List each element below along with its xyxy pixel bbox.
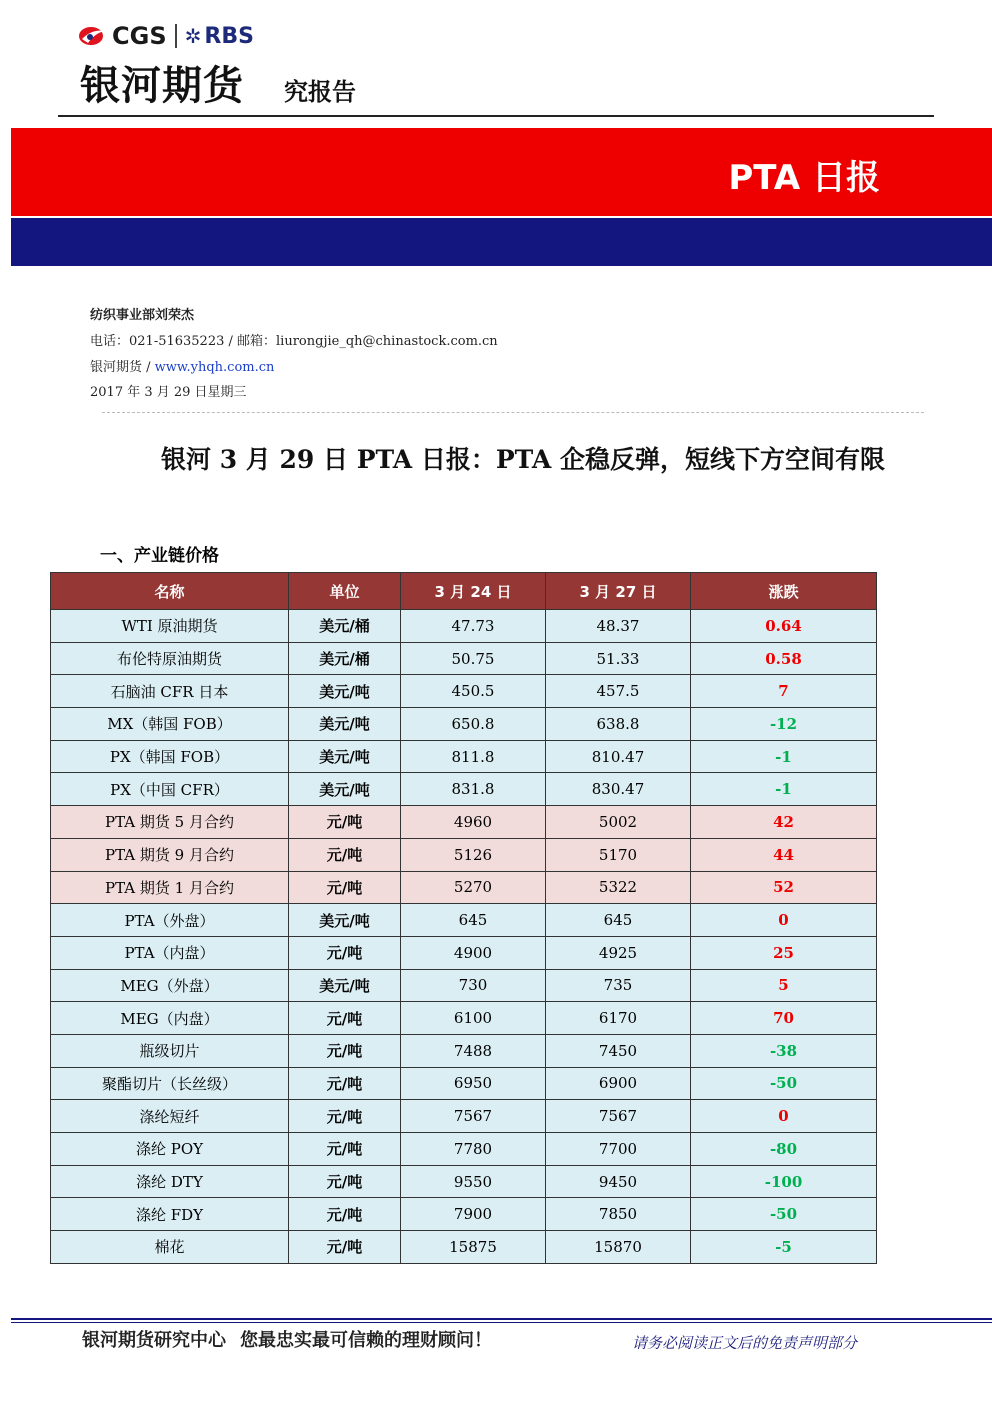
cell-change: 0.58 <box>691 642 877 675</box>
cell-change: 25 <box>691 936 877 969</box>
cell-date2: 51.33 <box>546 642 691 675</box>
cell-date1: 5270 <box>401 871 546 904</box>
logo-rbs-text: RBS <box>204 23 254 49</box>
cell-date2: 810.47 <box>546 740 691 773</box>
brand-name: 银河期货 <box>80 63 244 109</box>
header-rule <box>58 115 934 117</box>
cell-date1: 4900 <box>401 936 546 969</box>
cell-unit: 元/吨 <box>289 1198 401 1231</box>
author-contact: 电话：021-51635223 / 邮箱：liurongjie_qh@chinastock.com.cn <box>90 334 498 349</box>
table-row <box>51 675 877 708</box>
band-title: PTA 日报 <box>728 158 880 198</box>
cell-unit: 美元/桶 <box>289 610 401 643</box>
cell-name: 棉花 <box>51 1231 289 1264</box>
main-title: 银河 3 月 29 日 PTA 日报：PTA 企稳反弹，短线下方空间有限 <box>161 445 885 474</box>
cell-unit: 美元/桶 <box>289 642 401 675</box>
cell-name: MEG（内盘） <box>51 1002 289 1035</box>
table-row <box>51 1133 877 1166</box>
table-row <box>51 773 877 806</box>
table-row <box>51 642 877 675</box>
footer-center-name: 银河期货研究中心 <box>82 1330 226 1351</box>
cell-unit: 美元/吨 <box>289 708 401 741</box>
cell-date1: 730 <box>401 969 546 1002</box>
cell-date2: 4925 <box>546 936 691 969</box>
table-row <box>51 1165 877 1198</box>
cell-date1: 7488 <box>401 1034 546 1067</box>
table-row <box>51 1231 877 1264</box>
cell-name: 石脑油 CFR 日本 <box>51 675 289 708</box>
table-row <box>51 936 877 969</box>
cell-unit: 美元/吨 <box>289 740 401 773</box>
cell-change: 0 <box>691 904 877 937</box>
cell-unit: 元/吨 <box>289 806 401 839</box>
cell-change: -38 <box>691 1034 877 1067</box>
report-kind: 究报告 <box>284 78 356 106</box>
cell-name: PTA 期货 5 月合约 <box>51 806 289 839</box>
table-row <box>51 904 877 937</box>
price-table <box>50 572 877 1264</box>
table-row <box>51 806 877 839</box>
cell-change: -50 <box>691 1198 877 1231</box>
footer-slogan <box>82 1326 492 1352</box>
cell-change: 70 <box>691 1002 877 1035</box>
cell-change: 42 <box>691 806 877 839</box>
cell-unit: 元/吨 <box>289 838 401 871</box>
cell-change: 0 <box>691 1100 877 1133</box>
cell-date1: 6950 <box>401 1067 546 1100</box>
table-row <box>51 1100 877 1133</box>
cell-name: PTA 期货 1 月合约 <box>51 871 289 904</box>
cell-date2: 5002 <box>546 806 691 839</box>
author-site <box>90 356 274 375</box>
cell-date2: 6900 <box>546 1067 691 1100</box>
cell-date1: 650.8 <box>401 708 546 741</box>
cell-change: 5 <box>691 969 877 1002</box>
cell-change: 0.64 <box>691 610 877 643</box>
header-name: 名称 <box>51 573 289 610</box>
cell-date2: 830.47 <box>546 773 691 806</box>
cell-name: 涤纶 POY <box>51 1133 289 1166</box>
cell-date1: 47.73 <box>401 610 546 643</box>
cell-change: 44 <box>691 838 877 871</box>
footer-rule-thin <box>11 1322 992 1323</box>
cell-date1: 6100 <box>401 1002 546 1035</box>
dashed-divider <box>102 412 924 413</box>
cell-change: -50 <box>691 1067 877 1100</box>
cell-change: 52 <box>691 871 877 904</box>
section-title: 一、产业链价格 <box>100 546 219 566</box>
cell-name: PTA（内盘） <box>51 936 289 969</box>
cell-date2: 7450 <box>546 1034 691 1067</box>
cell-change: -5 <box>691 1231 877 1264</box>
cell-name: 涤纶短纤 <box>51 1100 289 1133</box>
cell-date2: 638.8 <box>546 708 691 741</box>
cell-date2: 735 <box>546 969 691 1002</box>
table-row <box>51 708 877 741</box>
cell-name: PX（韩国 FOB） <box>51 740 289 773</box>
cgs-logo-icon <box>78 25 108 47</box>
blue-band <box>11 218 992 266</box>
table-row <box>51 1198 877 1231</box>
author-dept: 纺织事业部刘荣杰 <box>90 308 195 323</box>
table-row <box>51 740 877 773</box>
cell-change: -80 <box>691 1133 877 1166</box>
cell-unit: 元/吨 <box>289 1067 401 1100</box>
site-link[interactable]: www.yhqh.com.cn <box>154 360 275 375</box>
cell-date1: 7567 <box>401 1100 546 1133</box>
cell-date2: 15870 <box>546 1231 691 1264</box>
cell-date1: 811.8 <box>401 740 546 773</box>
table-header-row <box>51 573 877 610</box>
cell-date2: 5322 <box>546 871 691 904</box>
cell-unit: 美元/吨 <box>289 675 401 708</box>
table-row <box>51 1034 877 1067</box>
cell-date1: 15875 <box>401 1231 546 1264</box>
rbs-mark-icon: ✲ <box>184 24 202 48</box>
header-date2: 3 月 27 日 <box>546 573 691 610</box>
cell-change: 7 <box>691 675 877 708</box>
cell-change: -1 <box>691 773 877 806</box>
site-prefix: 银河期货 / <box>90 360 155 375</box>
cell-name: PX（中国 CFR） <box>51 773 289 806</box>
cell-date1: 4960 <box>401 806 546 839</box>
table-row <box>51 610 877 643</box>
cell-name: 涤纶 DTY <box>51 1165 289 1198</box>
table-row <box>51 1067 877 1100</box>
cell-change: -100 <box>691 1165 877 1198</box>
cell-date2: 7700 <box>546 1133 691 1166</box>
cell-unit: 元/吨 <box>289 1002 401 1035</box>
footer-motto: 您最忠实最可信赖的理财顾问！ <box>240 1330 492 1351</box>
cell-date2: 5170 <box>546 838 691 871</box>
cell-unit: 元/吨 <box>289 1165 401 1198</box>
cell-date1: 50.75 <box>401 642 546 675</box>
cell-name: PTA（外盘） <box>51 904 289 937</box>
cell-date2: 6170 <box>546 1002 691 1035</box>
cell-unit: 美元/吨 <box>289 969 401 1002</box>
table-row <box>51 838 877 871</box>
cell-unit: 美元/吨 <box>289 773 401 806</box>
table-body <box>51 610 877 1264</box>
cell-date2: 457.5 <box>546 675 691 708</box>
logo-separator <box>175 24 177 48</box>
table-row <box>51 969 877 1002</box>
table-row <box>51 871 877 904</box>
table-row <box>51 1002 877 1035</box>
cell-name: 聚酯切片（长丝级） <box>51 1067 289 1100</box>
cell-date2: 9450 <box>546 1165 691 1198</box>
cell-name: PTA 期货 9 月合约 <box>51 838 289 871</box>
cell-date1: 831.8 <box>401 773 546 806</box>
cell-unit: 元/吨 <box>289 1231 401 1264</box>
cell-name: 瓶级切片 <box>51 1034 289 1067</box>
cell-date2: 7850 <box>546 1198 691 1231</box>
footer-disclaimer: 请务必阅读正文后的免责声明部分 <box>632 1334 858 1352</box>
logo-row <box>78 20 254 52</box>
logo-cgs-text: CGS <box>112 22 167 50</box>
cell-date1: 645 <box>401 904 546 937</box>
cell-name: WTI 原油期货 <box>51 610 289 643</box>
cell-change: -1 <box>691 740 877 773</box>
header-change: 涨跌 <box>691 573 877 610</box>
cell-unit: 元/吨 <box>289 936 401 969</box>
header-date1: 3 月 24 日 <box>401 573 546 610</box>
cell-date1: 9550 <box>401 1165 546 1198</box>
cell-unit: 元/吨 <box>289 1034 401 1067</box>
cell-unit: 美元/吨 <box>289 904 401 937</box>
cell-name: 涤纶 FDY <box>51 1198 289 1231</box>
cell-date2: 7567 <box>546 1100 691 1133</box>
cell-date1: 7900 <box>401 1198 546 1231</box>
cell-name: MEG（外盘） <box>51 969 289 1002</box>
cell-date2: 645 <box>546 904 691 937</box>
cell-date1: 7780 <box>401 1133 546 1166</box>
cell-date1: 450.5 <box>401 675 546 708</box>
cell-change: -12 <box>691 708 877 741</box>
cell-date2: 48.37 <box>546 610 691 643</box>
footer-rule <box>11 1318 992 1320</box>
header-unit: 单位 <box>289 573 401 610</box>
cell-unit: 元/吨 <box>289 1100 401 1133</box>
report-date: 2017 年 3 月 29 日星期三 <box>90 385 247 400</box>
logo-rbs <box>185 24 254 49</box>
cell-unit: 元/吨 <box>289 1133 401 1166</box>
cell-unit: 元/吨 <box>289 871 401 904</box>
cell-name: MX（韩国 FOB） <box>51 708 289 741</box>
cell-date1: 5126 <box>401 838 546 871</box>
cell-name: 布伦特原油期货 <box>51 642 289 675</box>
